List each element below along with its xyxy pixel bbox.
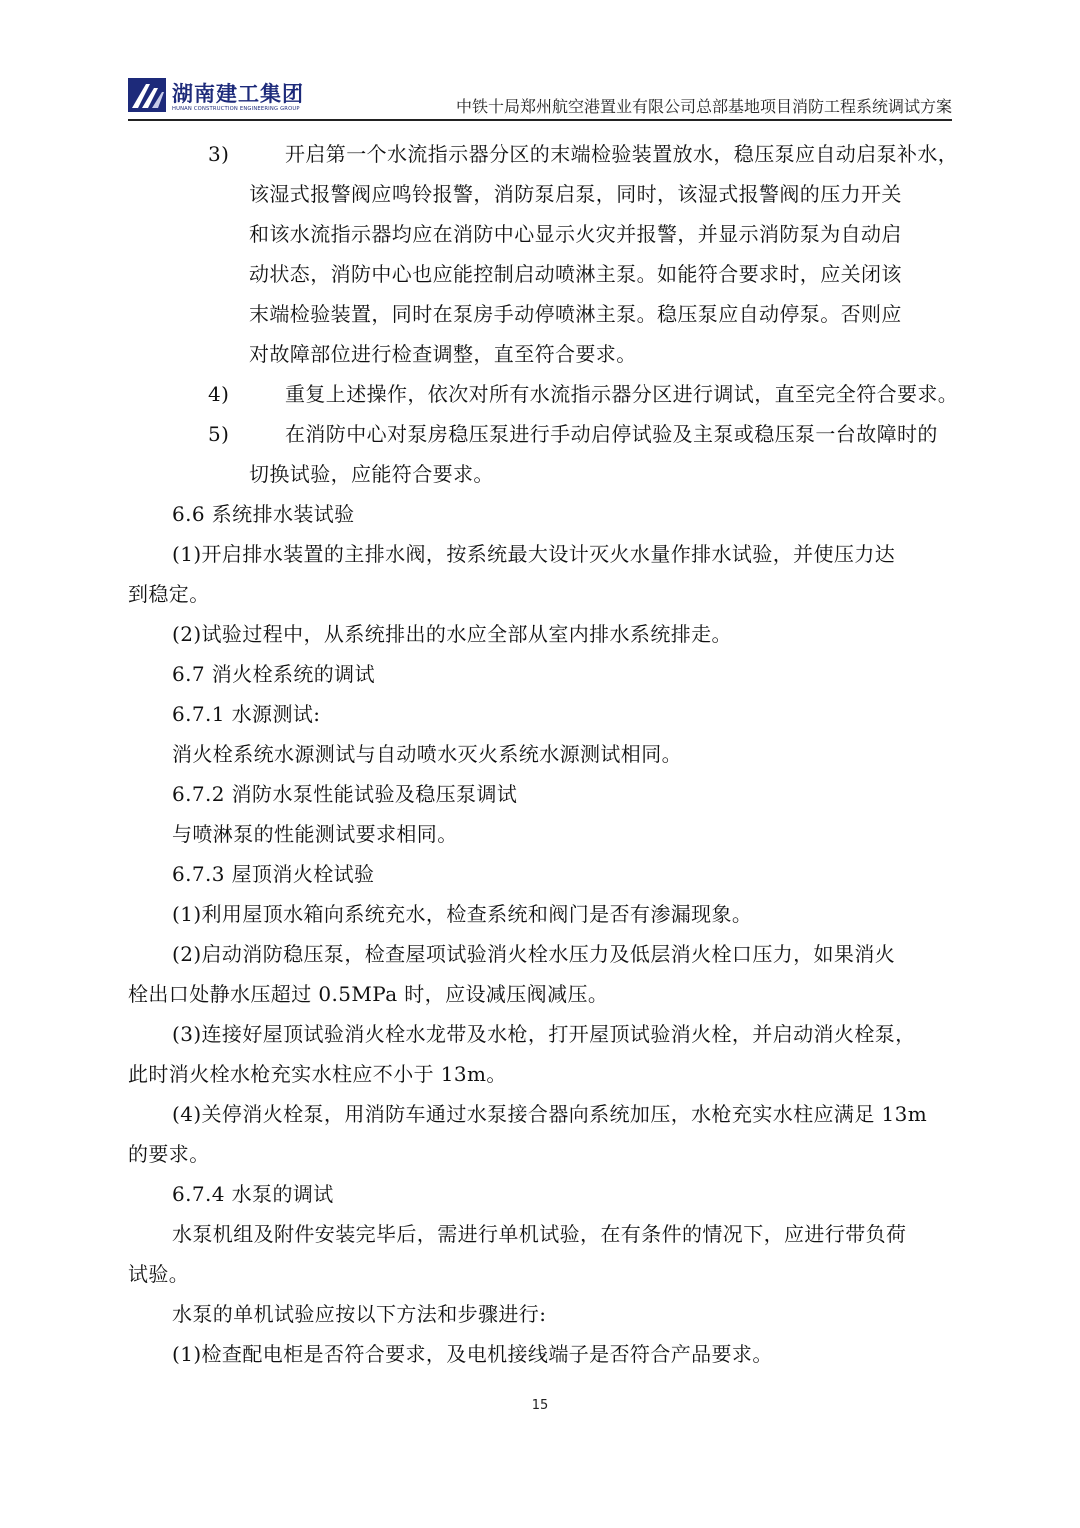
paragraph-line: 和该水流指示器均应在消防中心显示火灾并报警，并显示消防泵为自动启 (249, 222, 902, 246)
paragraph-line: 与喷淋泵的性能测试要求相同。 (172, 822, 458, 846)
list-item-5 (128, 414, 954, 454)
subsection-heading: 6.7.2 消防水泵性能试验及稳压泵调试 (172, 782, 518, 806)
paragraph-line: (4)关停消火栓泵，用消防车通过水泵接合器向系统加压，水枪充实水柱应满足 13m (172, 1102, 928, 1126)
paragraph-line: 对故障部位进行检查调整，直至符合要求。 (249, 342, 637, 366)
paragraph-line: (3)连接好屋顶试验消火栓水龙带及水枪，打开屋顶试验消火栓，并启动消火栓泵， (172, 1022, 916, 1046)
list-number: 4) (208, 382, 230, 406)
list-item-4 (128, 374, 959, 414)
paragraph-line: 重复上述操作，依次对所有水流指示器分区进行调试，直至完全符合要求。 (285, 382, 959, 406)
paragraph-line: 动状态，消防中心也应能控制启动喷淋主泵。如能符合要求时，应关闭该 (249, 262, 902, 286)
document-title: 中铁十局郑州航空港置业有限公司总部基地项目消防工程系统调试方案 (455, 97, 952, 116)
paragraph-line: 切换试验，应能符合要求。 (249, 462, 494, 486)
section-heading: 6.6 系统排水装试验 (172, 502, 355, 526)
paragraph-line: 水泵机组及附件安装完毕后，需进行单机试验，在有条件的情况下，应进行带负荷 (172, 1222, 907, 1246)
paragraph-line: (2)试验过程中，从系统排出的水应全部从室内排水系统排走。 (172, 622, 732, 646)
page-content (128, 134, 959, 1374)
paragraph-line: 末端检验装置，同时在泵房手动停喷淋主泵。稳压泵应自动停泵。否则应 (249, 302, 902, 326)
paragraph-line: 的要求。 (128, 1142, 210, 1166)
paragraph-line: (1)检查配电柜是否符合要求，及电机接线端子是否符合产品要求。 (172, 1342, 773, 1366)
logo-name: 湖南建工集团 (172, 82, 304, 106)
page-header (128, 74, 952, 120)
page-number: 15 (531, 1398, 549, 1413)
header-divider (128, 119, 952, 121)
paragraph-line: (2)启动消防稳压泵，检查屋项试验消火栓水压力及低层消火栓口压力，如果消火 (172, 942, 896, 966)
section-heading: 6.7 消火栓系统的调试 (172, 662, 375, 686)
paragraph-line: 开启第一个水流指示器分区的末端检验装置放水，稳压泵应自动启泵补水， (285, 142, 959, 166)
subsection-heading: 6.7.4 水泵的调试 (172, 1182, 334, 1206)
paragraph-line: 试验。 (128, 1262, 190, 1286)
paragraph-line: 到稳定。 (128, 582, 210, 606)
paragraph-line: (1)开启排水装置的主排水阀，按系统最大设计灭火水量作排水试验，并使压力达 (172, 542, 896, 566)
list-number: 3) (208, 142, 230, 166)
subsection-heading: 6.7.3 屋顶消火栓试验 (172, 862, 375, 886)
logo-subtitle: HUNAN CONSTRUCTION ENGINEERING GROUP (172, 106, 300, 112)
list-number: 5) (208, 422, 230, 446)
subsection-heading: 6.7.1 水源测试: (172, 702, 321, 726)
paragraph-line: 水泵的单机试验应按以下方法和步骤进行: (172, 1302, 547, 1326)
paragraph-line: 栓出口处静水压超过 0.5MPa 时，应设减压阀减压。 (128, 982, 609, 1006)
paragraph-line: 在消防中心对泵房稳压泵进行手动启停试验及主泵或稳压泵一台故障时的 (285, 422, 938, 446)
hcg-logo-icon (128, 78, 168, 114)
paragraph-line: 此时消火栓水枪充实水柱应不小于 13m。 (128, 1062, 507, 1086)
paragraph-line: 消火栓系统水源测试与自动喷水灭火系统水源测试相同。 (172, 742, 682, 766)
paragraph-line: 该湿式报警阀应鸣铃报警，消防泵启泵，同时，该湿式报警阀的压力开关 (249, 182, 902, 206)
company-logo (128, 78, 348, 118)
list-item-3 (128, 134, 959, 174)
paragraph-line: (1)利用屋顶水箱向系统充水，检查系统和阀门是否有渗漏现象。 (172, 902, 753, 926)
